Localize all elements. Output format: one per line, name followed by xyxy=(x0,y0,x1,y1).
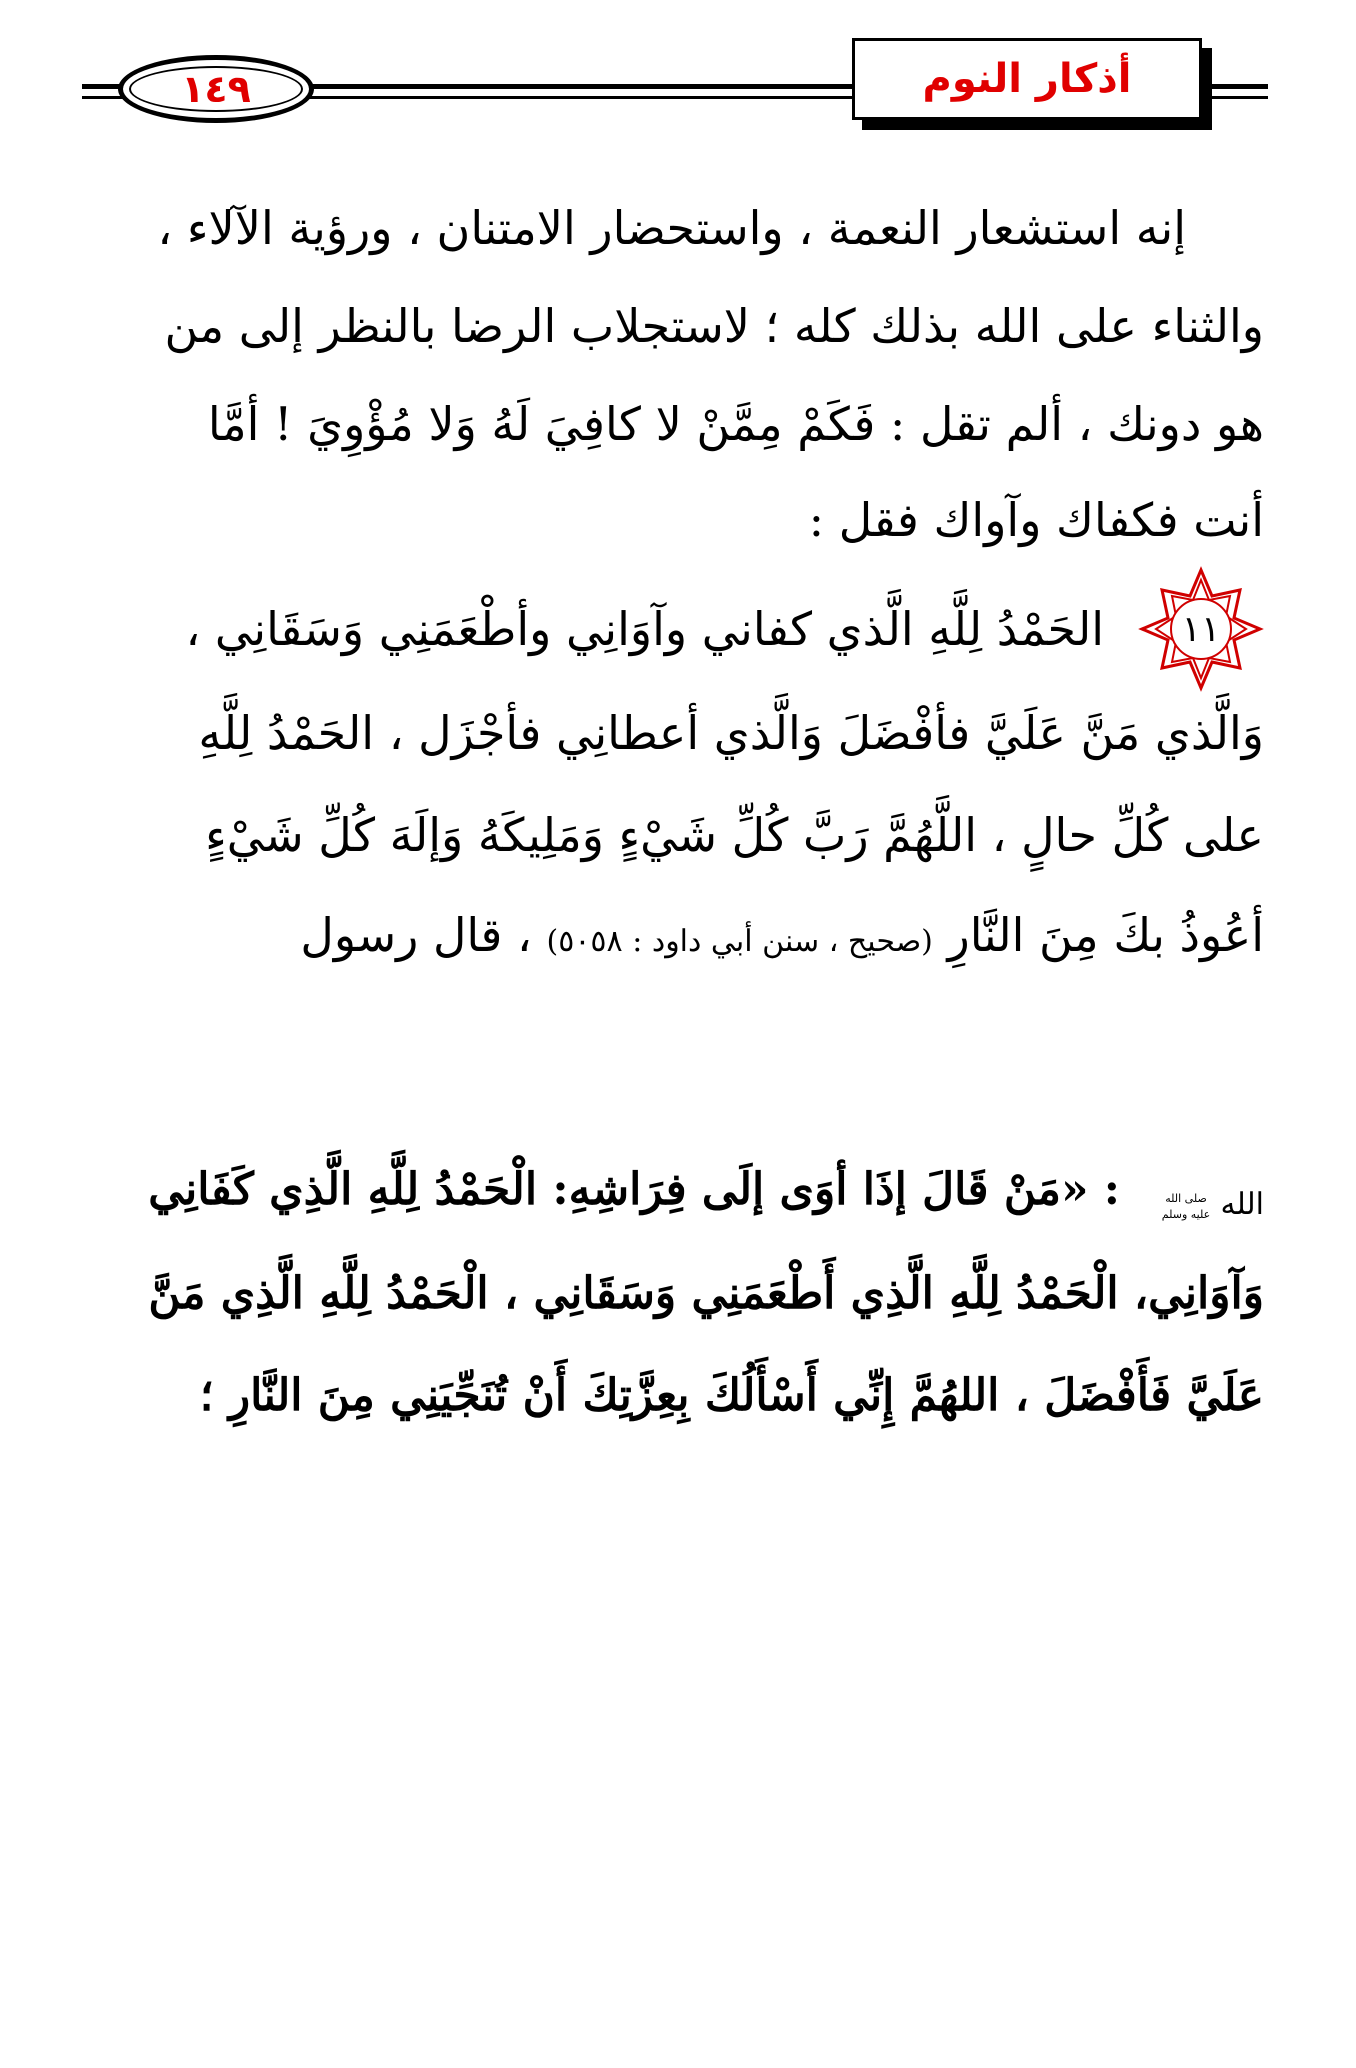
dhikr-line-1: الحَمْدُ لِلَّهِ الَّذي كفاني وآوَانِي وأطْعَمَنِي وَسَقَانِي ، xyxy=(185,602,1104,656)
dhikr-line-4 xyxy=(300,908,1264,962)
dhikr-line-4-tail: ، قال رسول xyxy=(300,908,532,962)
dhikr-source: (صحيح ، سنن أبي داود : ٥٠٥٨) xyxy=(546,924,933,959)
svg-text:صلى الله: صلى الله xyxy=(1165,1192,1207,1205)
intro-line-4: أنت فكفاك وآواك فقل : xyxy=(808,493,1264,547)
intro-line-1: إنه استشعار النعمة ، واستحضار الامتنان ، ورؤية الآلاء ، xyxy=(157,201,1186,255)
chapter-title: أذكار النوم xyxy=(922,56,1132,102)
dhikr-line-3: على كُلِّ حالٍ ، اللَّهُمَّ رَبَّ كُلِّ شَيْءٍ وَمَلِيكَهُ وَإلَهَ كُلِّ شَيْءٍ xyxy=(205,808,1264,862)
intro-line-2: والثناء على الله بذلك كله ؛ لاستجلاب الرضا بالنظر إلى من xyxy=(164,299,1264,353)
page-number: ١٤٩ xyxy=(181,67,251,111)
hadith-line-2: وَآوَانِي، الْحَمْدُ لِلَّهِ الَّذِي أَطْعَمَنِي وَسَقَانِي ، الْحَمْدُ لِلَّهِ الَّذِي مَنَّ xyxy=(148,1268,1264,1319)
svg-text:عليه وسلم: عليه وسلم xyxy=(1161,1208,1211,1221)
dhikr-number: ١١ xyxy=(1181,608,1221,650)
dhikr-line-2: وَالَّذي مَنَّ عَلَيَّ فأفْضَلَ وَالَّذي أعطانِي فأجْزَل ، الحَمْدُ لِلَّهِ xyxy=(198,706,1264,760)
dhikr-line-4-text: أعُوذُ بكَ مِنَ النَّارِ xyxy=(947,908,1264,962)
hadith-line-1: : «مَنْ قَالَ إذَا أوَى إلَى فِرَاشِهِ: الْحَمْدُ لِلَّهِ الَّذِي كَفَانِي xyxy=(148,1164,1120,1215)
dhikr-number-badge xyxy=(1138,566,1264,692)
intro-line-3: هو دونك ، ألم تقل : فَكَمْ مِمَّنْ لا كافِيَ لَهُ وَلا مُؤْوِيَ ! أمَّا xyxy=(207,397,1264,451)
honorific-seal-icon xyxy=(1158,1186,1214,1226)
hadith-line-3: عَلَيَّ فَأَفْضَلَ ، اللهُمَّ إِنِّي أَسْأَلُكَ بِعِزَّتِكَ أَنْ تُنَجِّيَنِي مِنَ النَّارِ ؛ xyxy=(199,1370,1264,1421)
page-number-oval xyxy=(118,55,314,123)
hadith-lead: الله xyxy=(1220,1187,1264,1222)
chapter-title-box xyxy=(852,38,1202,120)
